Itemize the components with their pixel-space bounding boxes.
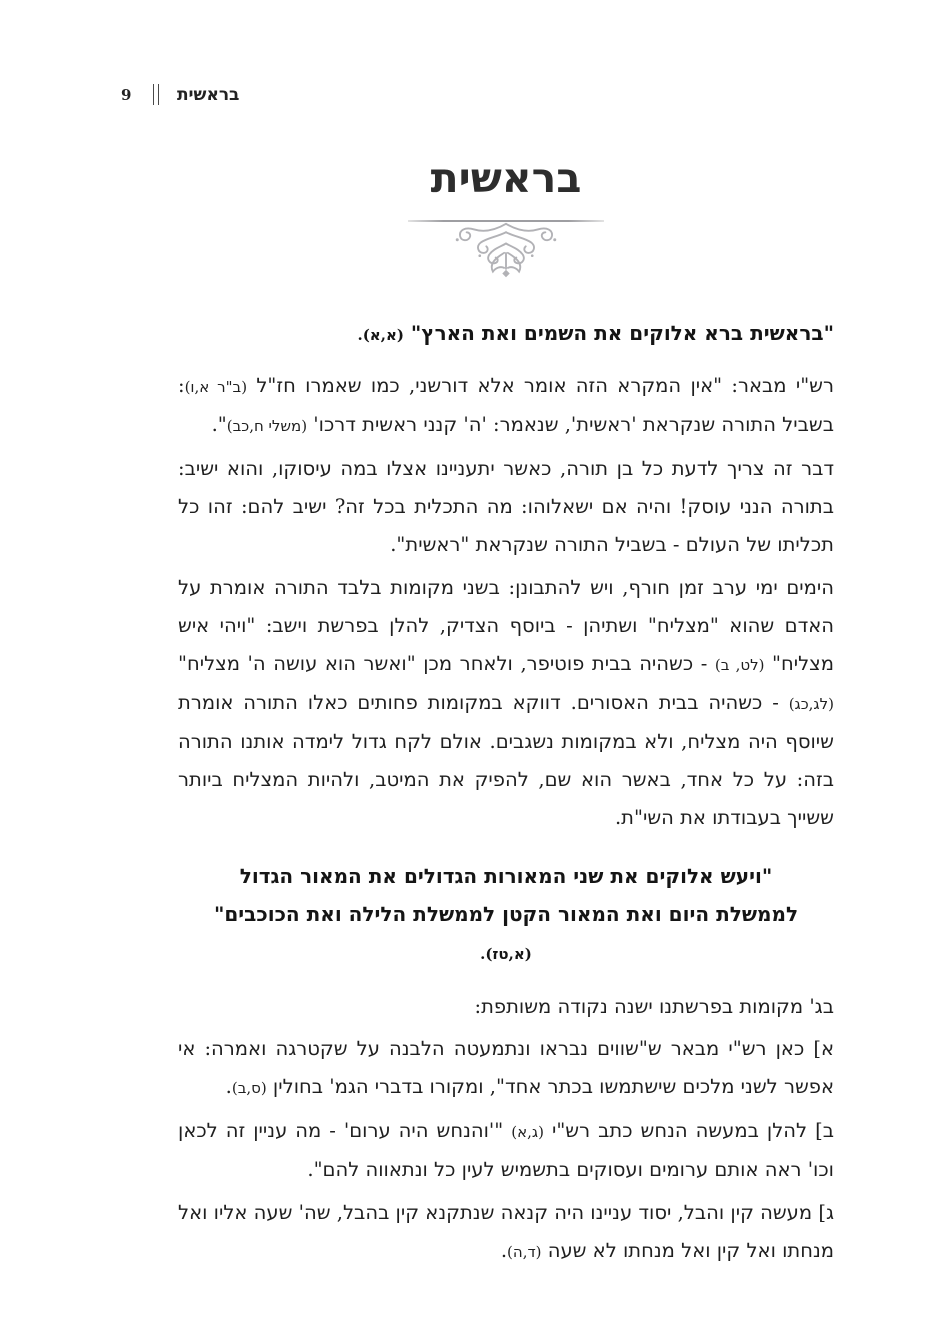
text-segment: - כשהיה בבית פוטיפר, ולאחר מכן "ואשר הוא עושה ה' מצליח" <box>178 652 715 675</box>
running-title: בראשית <box>176 84 240 105</box>
running-header <box>121 84 239 105</box>
citation-ref: (א,טז). <box>480 945 532 963</box>
citation-ref: (ב"ר א,ו) <box>184 378 248 396</box>
text-segment: ב] להלן במעשה הנחש כתב רש"י <box>543 1119 835 1142</box>
citation-ref: (לג,כג) <box>788 695 834 713</box>
page-number: 9 <box>121 85 132 104</box>
text-segment: בג' מקומות בפרשתנו ישנה נקודה משותפת: <box>474 995 834 1018</box>
text-segment: דבר זה צריך לדעת כל בן תורה, כאשר יתעניינו אצלו במה עיסוקו, והוא ישיב: בתורה הנני עוסק! והיה אם ישאלוהו: מה התכלית בכל זה? ישיב להם: זהו כל תכליתו של העולם - בשביל התורה שנקראת "ראשית". <box>178 457 834 556</box>
text-segment: ג] מעשה קין והבל, יסוד עניינו היה קנאה שנתקנא קין בהבל, שה' שעה אליו ואל מנחתו ואל קין ואל מנחתו לא שעה <box>178 1201 834 1262</box>
floral-ornament-icon <box>448 221 564 281</box>
citation-ref: (ד,ה) <box>507 1243 542 1261</box>
citation-ref: (לט, ב) <box>714 656 765 674</box>
text-segment: הימים ימי ערב זמן חורף, ויש להתבונן: בשני מקומות בלבד התורה אומרת על האדם שהוא "מצליח" ושתיהן - ביוסף הצדיק, להלן בפרשת וישב: "ויהי איש מצליח" <box>178 576 834 675</box>
text-segment: א] כאן רש"י מבאר ש"שווים נבראו ונתמעטה הלבנה על שקטרגה ואמרה: אי אפשר לשני מלכים שישתמשו בכתר אחד", ומקורו בדברי הגמ' בחולין <box>178 1037 834 1098</box>
header-double-bar-divider <box>153 84 159 105</box>
text-segment: "'והנחש היה ערום' - מה עניין זה לכאן וכו' ראה אותם ערומים ועסוקים בתשמיש לעין כל ונתאווה להם". <box>178 1119 834 1181</box>
item-alef <box>178 1030 834 1107</box>
text-segment: - כשהיה בבית האסורים. דווקא במקומות פחותים כאלו התורה אומרת שיוסף היה מצליח, ולא במקומות נשגבים. אולם לקח גדול לימדה אותנו התורה בזה: על כל אחד, באשר הוא שם, להפיק את המיטב, ולהיות המצליח ביותר ששייך בעבודתו את השי"ת. <box>178 691 834 829</box>
rashi-opening-paragraph <box>178 367 834 445</box>
parsha-title: בראשית <box>430 154 582 202</box>
item-gimel <box>178 1194 834 1271</box>
text-segment: ". <box>211 413 227 436</box>
text-segment: "ויעש אלוקים את שני המאורות הגדולים את המאור הגדול לממשלת היום ואת המאור הקטן לממשלת הלילה ואת הכוכבים" <box>213 864 799 926</box>
citation-ref: (א,א). <box>357 326 404 344</box>
text-segment: . <box>225 1075 232 1098</box>
matzliach-paragraph <box>178 569 834 837</box>
text-segment: : בשביל התורה שנקראת 'ראשית', שנאמר: 'ה' קנני ראשית דרכו' <box>178 374 834 436</box>
verse-heading-1 <box>178 314 834 354</box>
text-segment: . <box>500 1239 508 1262</box>
text-segment: "בראשית ברא אלוקים את השמים ואת הארץ" <box>403 321 834 345</box>
citation-ref: (ס,ב) <box>231 1079 267 1097</box>
citation-ref: (משלי ח,כב) <box>226 417 308 435</box>
citation-ref: (ג,א) <box>511 1123 544 1141</box>
title-ornament-group <box>178 220 834 281</box>
item-bet <box>178 1112 834 1189</box>
three-places-intro <box>178 988 834 1026</box>
content <box>178 314 834 1276</box>
text-segment: רש"י מבאר: "אין המקרא הזה אומר אלא דורשני, כמו שאמרו חז"ל <box>247 374 834 397</box>
ben-torah-paragraph <box>178 450 834 564</box>
verse-heading-2 <box>199 857 813 973</box>
